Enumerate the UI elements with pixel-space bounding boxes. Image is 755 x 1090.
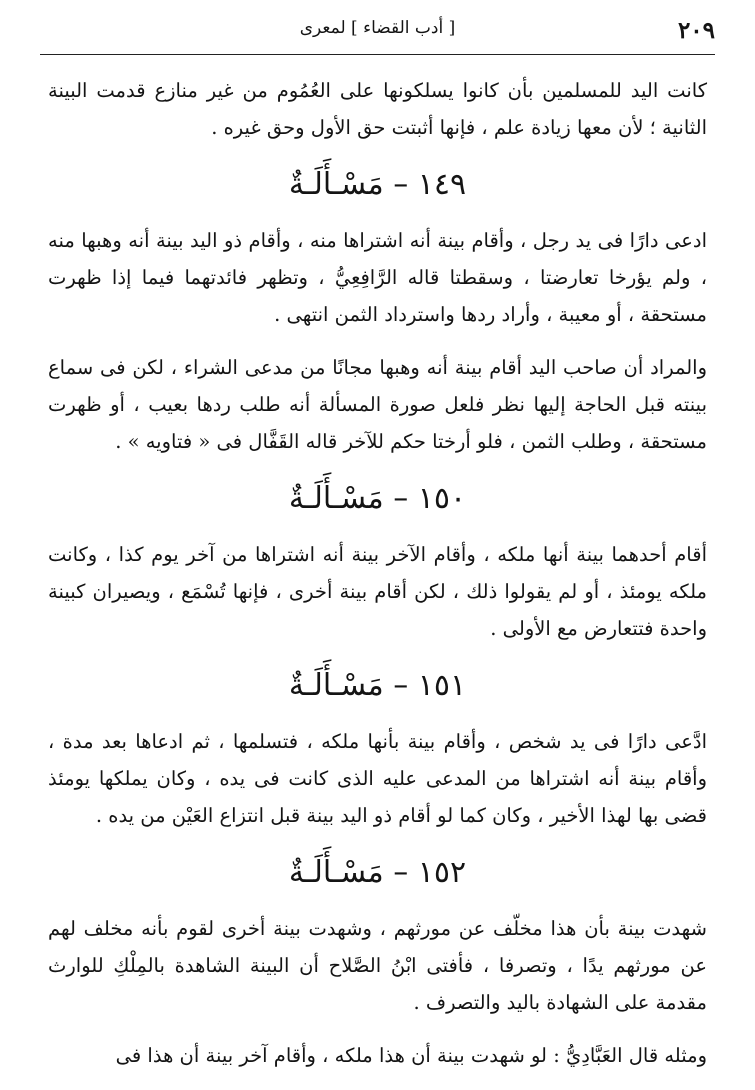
paragraph: ادَّعى دارًا فى يد شخص ، وأقام بينة بأنها ملكه ، فتسلمها ، ثم ادعاها بعد مدة ، وأقام بينة أنه اشتراها من المدعى عليه الذى كانت فى يده ، وكان يملكها يومئذ قضى بها لهذا الأخير ، وكان كما لو أقام ذو اليد بينة قبل انتزاع العَيْن من يده . <box>48 730 707 827</box>
page-number: ٢٠٩ <box>677 16 715 44</box>
running-title: [ أدب القضاء ] لمعرى <box>299 18 456 38</box>
paragraph: أقام أحدهما بينة أنها ملكه ، وأقام الآخر بينة أنه اشتراها من آخر يوم كذا ، وكانت ملكه يومئذ ، أو لم يقولوا ذلك ، لكن أقام بينة أخرى ، فإنها تُسْمَع ، ويصيران كبينة واحدة فتتعارض مع الأولى . <box>48 543 707 640</box>
section-heading: ١٥٠ – مَسْـأَلَـةٌ <box>288 481 467 516</box>
paragraph: كانت اليد للمسلمين بأن كانوا يسلكونها على العُمُوم من غير منازع قدمت البينة الثانية ؛ لأن معها زيادة علم ، فإنها أثبتت حق الأول وحق غيره . <box>48 79 707 139</box>
paragraph: ومثله قال العَبَّادِيُّ : لو شهدت بينة أن هذا ملكه ، وأقام آخر بينة أن هذا فى <box>115 1044 707 1067</box>
paragraph: شهدت بينة بأن هذا مخلّف عن مورثهم ، وشهدت بينة أخرى لقوم بأنه مخلف لهم عن مورثهم يدًا ، وتصرفا ، فأفتى ابْنُ الصَّلاح أن البينة الشاهدة بالمِلْكِ للوارث مقدمة على الشهادة باليد والتصرف . <box>48 917 707 1014</box>
section-heading: ١٥١ – مَسْـأَلَـةٌ <box>288 668 467 703</box>
page-header <box>40 12 715 48</box>
header-rule <box>40 54 715 55</box>
paragraph: ادعى دارًا فى يد رجل ، وأقام بينة أنه اشتراها منه ، وأقام ذو اليد بينة أنه وهبها منه ، ولم يؤرخا تعارضتا ، وسقطتا قاله الرَّافِعِيُّ ، وتظهر فائدتهما فيما إذا ظهرت مستحقة ، أو معيبة ، وأراد ردها واسترداد الثمن انتهى . <box>48 229 707 326</box>
section-heading: ١٤٩ – مَسْـأَلَـةٌ <box>288 167 467 202</box>
page-body <box>48 72 707 1090</box>
paragraph: والمراد أن صاحب اليد أقام بينة أنه وهبها مجانًا من مدعى الشراء ، لكن فى سماع بينته قبل الحاجة إليها نظر فلعل صورة المسألة أنه طلب ردها بعيب ، أو ظهرت مستحقة ، وطلب الثمن ، فلو أرختا حكم للآخر قاله القَفَّال فى « فتاويه » . <box>48 356 707 453</box>
section-heading: ١٥٢ – مَسْـأَلَـةٌ <box>288 855 467 890</box>
